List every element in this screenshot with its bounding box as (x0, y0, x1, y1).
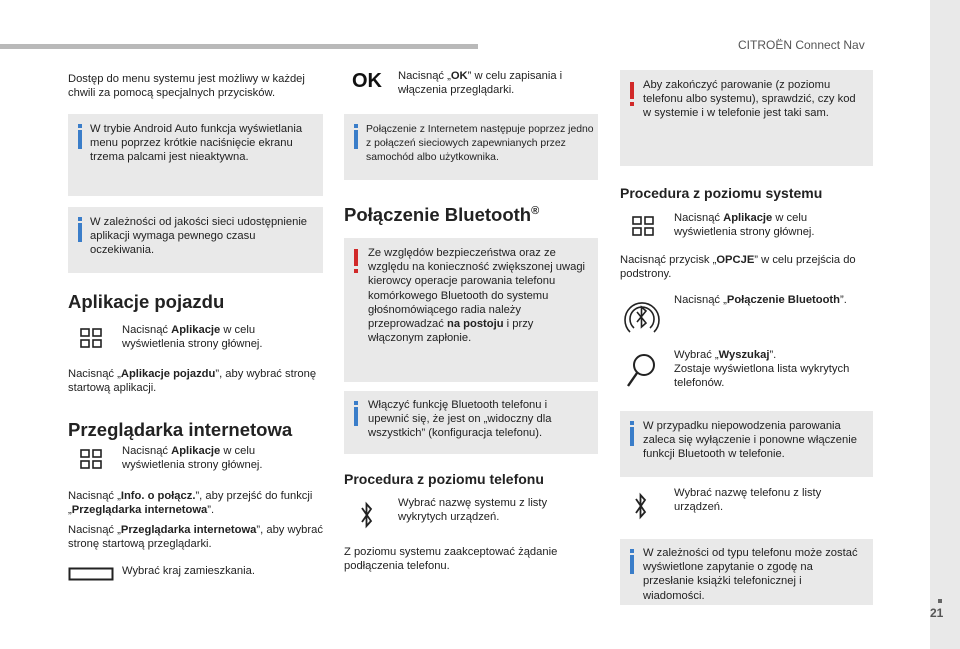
warning-box-safety (344, 238, 598, 382)
step-text: Nacisnąć Aplikacje w celu wyświetlenia strony głównej. (122, 324, 263, 351)
info-text: W zależności od typu telefonu może zostać wyświetlone zapytanie o zgodę na przesłanie książki telefonicznej i wiadomości. (643, 547, 858, 602)
apps-grid-icon (80, 328, 102, 348)
info-text: W trybie Android Auto funkcja wyświetlania menu poprzez krótkie naciśnięcie ekranu trzema palcami jest nieaktywna. (90, 123, 303, 164)
section-title-browser: Przeglądarka internetowa (68, 419, 293, 440)
bluetooth-circle-icon (620, 296, 664, 340)
step-text: Nacisnąć przycisk „OPCJE” w celu przejścia do podstrony. (620, 254, 856, 281)
step-text: Nacisnąć „Połączenie Bluetooth”. (674, 294, 847, 306)
step-text: Z poziomu systemu zaakceptować żądanie podłączenia telefonu. (344, 546, 558, 573)
step-text: Wybrać nazwę systemu z listy wykrytych urządzeń. (398, 497, 548, 524)
step-text: Wybrać kraj zamieszkania. (122, 565, 255, 577)
step-text: Nacisnąć „Aplikacje pojazdu”, aby wybrać stronę startową aplikacji. (68, 368, 317, 395)
info-box-internet (344, 114, 598, 180)
step-text: Nacisnąć Aplikacje w celu wyświetlenia strony głównej. (674, 212, 815, 239)
section-title-bluetooth: Połączenie Bluetooth® (344, 204, 540, 225)
info-text: Włączyć funkcję Bluetooth telefonu i upewnić się, że jest on „widoczny dla wszystkich” (konfiguracja telefonu). (368, 399, 552, 440)
header-brand: CITROËN Connect Nav (738, 38, 865, 52)
info-text: W przypadku niepowodzenia parowania zaleca się wyłączenie i ponowne włączenie funkcji Bluetooth w telefonie. (643, 420, 857, 461)
warning-text: Ze względów bezpieczeństwa oraz ze względu na konieczność zwiększonej uwagi kierowcy operacje parowania telefonu komórkowego Bluetooth do systemu głośnomówiącego radia należy przeprowadzać na postoju i przy włączonym zapłonie. (368, 247, 586, 345)
step-text: Nacisnąć „OK” w celu zapisania i włączenia przeglądarki. (398, 70, 563, 97)
apps-grid-icon (632, 216, 654, 236)
intro-text: Dostęp do menu systemu jest możliwy w każdej chwili za pomocą specjalnych przycisków. (68, 73, 305, 100)
section-title-vehicle-apps: Aplikacje pojazdu (68, 291, 225, 312)
warning-text: Aby zakończyć parowanie (z poziomu telefonu albo systemu), sprawdzić, czy kod w systemie i w telefonie jest taki sam. (643, 79, 856, 120)
step-text: Nacisnąć „Przeglądarka internetowa”, aby wybrać stronę startową przeglądarki. (68, 524, 323, 551)
top-rule (0, 44, 478, 49)
info-box-pairing-failure (620, 411, 873, 477)
section-title-system-procedure: Procedura z poziomu systemu (620, 185, 823, 201)
warning-box-pairing-code (620, 70, 873, 166)
step-text: Nacisnąć Aplikacje w celu wyświetlenia strony głównej. (122, 445, 263, 472)
info-text: W zależności od jakości sieci udostępnienie aplikacji wymaga pewnego czasu oczekiwania. (90, 216, 308, 257)
info-text: Połączenie z Internetem następuje poprzez jedno z połączeń sieciowych zapewnianych przez samochód albo użytkownika. (366, 124, 594, 164)
step-text: Wybrać nazwę telefonu z listy urządzeń. (674, 487, 822, 514)
side-tab (930, 0, 960, 649)
search-icon (624, 352, 658, 390)
continue-marker (938, 599, 942, 603)
ok-button-icon: OK (352, 70, 382, 92)
info-box-enable-bluetooth (344, 391, 598, 454)
input-field-icon (68, 567, 114, 581)
bluetooth-icon (360, 500, 374, 530)
page-number: 21 (930, 606, 944, 620)
info-box-android-auto (68, 114, 323, 196)
section-title-phone-procedure: Procedura z poziomu telefonu (344, 471, 544, 487)
apps-grid-icon (80, 449, 102, 469)
info-box-network (68, 207, 323, 273)
step-text: Nacisnąć „Info. o połącz.”, aby przejść do funkcji „Przeglądarka internetowa”. (68, 490, 313, 517)
info-box-phonebook (620, 539, 873, 605)
bluetooth-icon (634, 491, 648, 521)
step-text: Wybrać „Wyszukaj”. Zostaje wyświetlona lista wykrytych telefonów. (674, 349, 850, 390)
